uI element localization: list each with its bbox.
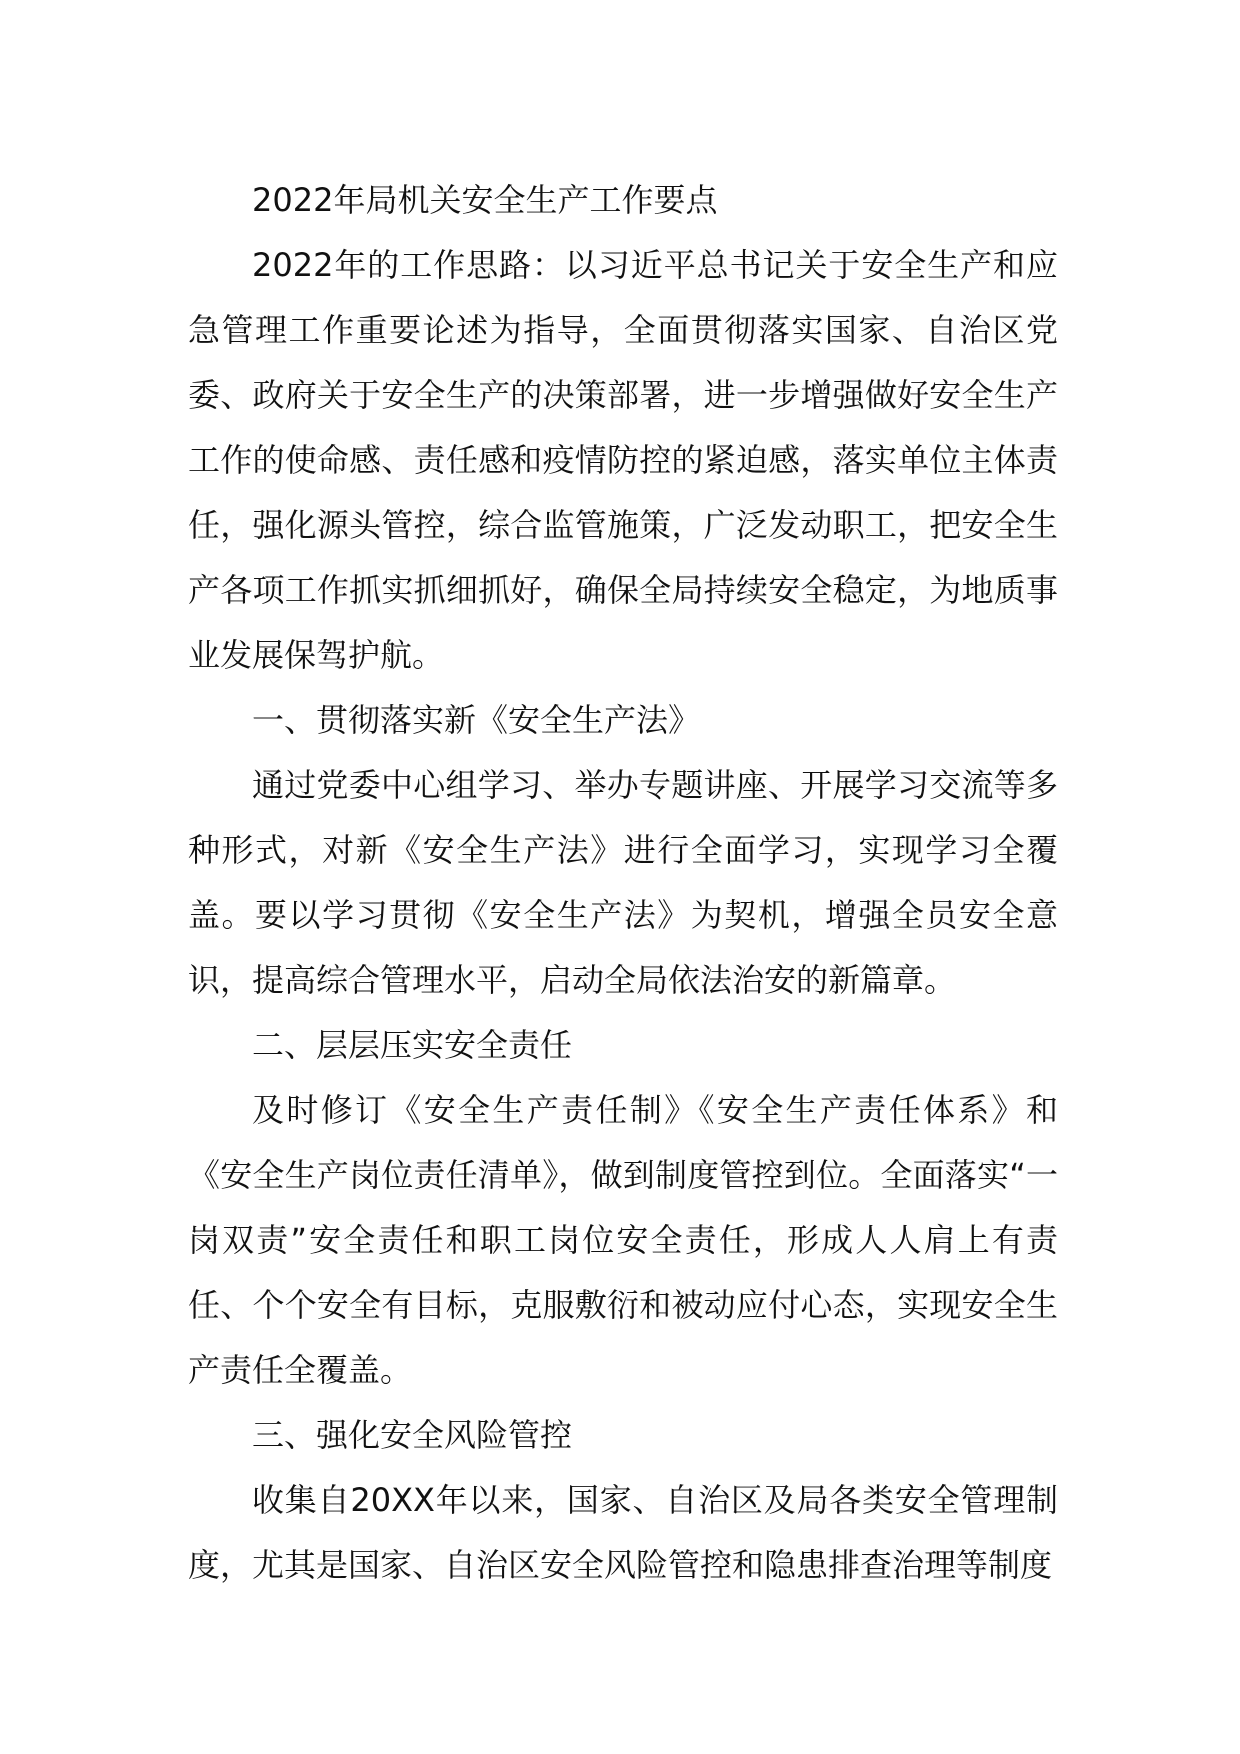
paragraph-section-3: 收集自20XX年以来，国家、自治区及局各类安全管理制度，尤其是国家、自治区安全风险管控和隐患排查治理等制度	[188, 1481, 1058, 1584]
document-body	[188, 168, 1058, 1598]
paragraph-section-2: 及时修订《安全生产责任制》《安全生产责任体系》和《安全生产岗位责任清单》，做到制度管控到位。全面落实“一岗双责”安全责任和职工岗位安全责任，形成人人肩上有责任、个个安全有目标，克服敷衍和被动应付心态，实现安全生产责任全覆盖。	[188, 1091, 1058, 1389]
document-title: 2022年局机关安全生产工作要点	[252, 181, 718, 219]
paragraph-section-1: 通过党委中心组学习、举办专题讲座、开展学习交流等多种形式，对新《安全生产法》进行全面学习，实现学习全覆盖。要以学习贯彻《安全生产法》为契机，增强全员安全意识，提高综合管理水平，启动全局依法治安的新篇章。	[188, 766, 1058, 999]
section-heading-3: 三、强化安全风险管控	[252, 1416, 573, 1454]
paragraph-work-approach: 2022年的工作思路：以习近平总书记关于安全生产和应急管理工作重要论述为指导，全面贯彻落实国家、自治区党委、政府关于安全生产的决策部署，进一步增强做好安全生产工作的使命感、责任感和疫情防控的紧迫感，落实单位主体责任，强化源头管控，综合监管施策，广泛发动职工，把安全生产各项工作抓实抓细抓好，确保全局持续安全稳定，为地质事业发展保驾护航。	[188, 246, 1058, 674]
section-heading-2: 二、层层压实安全责任	[252, 1026, 573, 1064]
section-heading-1: 一、贯彻落实新《安全生产法》	[252, 701, 701, 739]
